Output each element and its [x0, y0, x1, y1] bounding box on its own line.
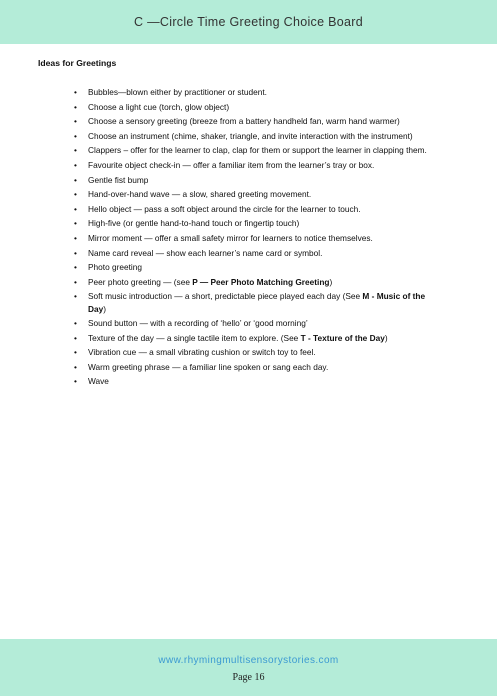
list-item — [74, 361, 438, 373]
list-item-text: Name card reveal — show each learner’s name card or symbol. — [88, 247, 323, 258]
list-item-text: Vibration cue — a small vibrating cushion or switch toy to feel. — [88, 347, 316, 358]
bullet-icon: • — [74, 145, 77, 156]
list-item — [74, 290, 438, 314]
bullet-icon: • — [74, 232, 77, 243]
list-item — [74, 346, 438, 358]
website-link[interactable]: www.rhymingmultisensorystories.com — [158, 655, 339, 666]
bullet-icon: • — [74, 262, 77, 273]
bullet-icon: • — [74, 87, 77, 97]
bullet-icon: • — [74, 159, 77, 170]
list-item-text: Sound button — with a recording of ‘hello’ or ‘good morning’ — [88, 318, 308, 329]
bullet-icon: • — [74, 130, 77, 141]
list-item — [74, 188, 438, 200]
list-item — [74, 332, 438, 344]
list-item-text-end: ) — [103, 303, 106, 314]
list-item-text: Gentle fist bump — [88, 174, 149, 185]
list-item-text: Choose a sensory greeting (breeze from a battery handheld fan, warm hand warmer) — [88, 116, 400, 127]
list-item — [74, 261, 438, 273]
page-header — [0, 0, 497, 44]
bullet-icon: • — [74, 347, 77, 358]
list-item-text: Hand-over-hand wave — a slow, shared greeting movement. — [88, 189, 312, 200]
list-item — [74, 130, 438, 142]
list-item-text: Choose a light cue (torch, glow object) — [88, 101, 230, 112]
bullet-icon: • — [74, 318, 77, 329]
bullet-icon: • — [74, 291, 77, 302]
bullet-icon: • — [74, 218, 77, 229]
list-item — [74, 203, 438, 215]
header-title: C —Circle Time Greeting Choice Board — [134, 15, 363, 29]
greeting-ideas-list — [74, 86, 438, 390]
bullet-icon: • — [74, 203, 77, 214]
list-item-text: Clappers – offer for the learner to clap, clap for them or support the learner in clapping them. — [88, 145, 427, 156]
list-item — [74, 247, 438, 259]
cross-reference: P — Peer Photo Matching Greeting — [192, 276, 330, 287]
section-heading: Ideas for Greetings — [38, 58, 117, 68]
bullet-icon: • — [74, 174, 77, 185]
list-item — [74, 217, 438, 229]
bullet-icon: • — [74, 332, 77, 343]
list-item-text: Soft music introduction — a short, predictable piece played each day (See — [88, 291, 363, 302]
cross-reference: M - Music of the Day — [88, 291, 426, 314]
bullet-icon: • — [74, 101, 77, 112]
bullet-icon: • — [74, 247, 77, 258]
list-item — [74, 159, 438, 171]
list-item-text: Hello object — pass a soft object around the circle for the learner to touch. — [88, 203, 361, 214]
list-item — [74, 115, 438, 127]
list-item-text: Choose an instrument (chime, shaker, triangle, and invite interaction with the instrument) — [88, 130, 413, 141]
bullet-icon: • — [74, 116, 77, 127]
list-item-text-end: ) — [384, 332, 388, 343]
cross-reference: T - Texture of the Day — [300, 332, 385, 343]
list-item — [74, 375, 438, 387]
bullet-icon: • — [74, 189, 77, 200]
list-item — [74, 174, 438, 186]
list-item-text: Photo greeting — [88, 262, 142, 273]
list-item-text: High-five (or gentle hand-to-hand touch or fingertip touch) — [88, 218, 300, 229]
page-content — [0, 44, 497, 639]
list-item — [74, 317, 438, 329]
bullet-icon: • — [74, 376, 77, 387]
list-item-text-end: ) — [329, 276, 333, 287]
list-item-text: Warm greeting phrase — a familiar line spoken or sang each day. — [88, 361, 329, 372]
page-number: Page 16 — [232, 672, 265, 683]
bullet-icon: • — [74, 361, 77, 372]
list-item-text: Peer photo greeting — (see — [88, 276, 193, 287]
page-footer — [0, 639, 497, 696]
list-item — [74, 86, 438, 98]
list-item — [74, 232, 438, 244]
list-item — [74, 101, 438, 113]
list-item-text: Bubbles—blown either by practitioner or student. — [88, 87, 267, 97]
list-item-text: Wave — [88, 376, 109, 387]
list-item-text: Texture of the day — a single tactile item to explore. (See — [88, 332, 301, 343]
list-item-text: Mirror moment — offer a small safety mirror for learners to notice themselves. — [88, 232, 373, 243]
bullet-icon: • — [74, 276, 77, 287]
list-item — [74, 144, 438, 156]
list-item — [74, 276, 438, 288]
list-item-text: Favourite object check-in — offer a familiar item from the learner’s tray or box. — [88, 159, 375, 170]
